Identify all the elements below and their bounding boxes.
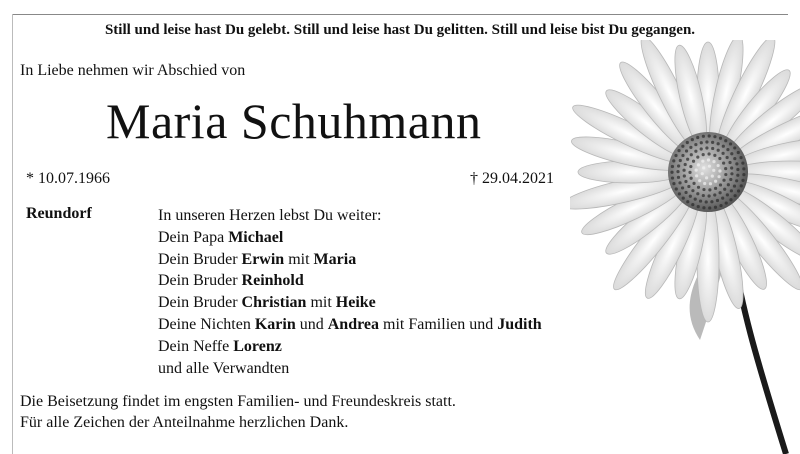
center-dot — [705, 146, 708, 149]
center-dot — [687, 185, 690, 188]
center-dot — [705, 200, 708, 203]
deceased-name: Maria Schuhmann — [106, 93, 482, 149]
center-dot — [725, 201, 728, 204]
center-dot — [708, 134, 711, 137]
center-dot — [675, 187, 678, 190]
center-dot — [714, 180, 717, 183]
mourner-text: mit Familien und — [379, 315, 498, 333]
center-dot — [716, 199, 719, 202]
mourner-line — [158, 336, 542, 358]
center-dot — [696, 136, 699, 139]
center-dot — [683, 174, 686, 177]
center-dot — [726, 193, 729, 196]
mourner-text: mit — [306, 294, 336, 312]
center-dot — [672, 159, 675, 162]
center-dot — [676, 170, 679, 173]
center-dot — [708, 188, 711, 191]
mourner-name: Judith — [497, 315, 542, 333]
mourners-list — [158, 205, 542, 379]
center-dot — [717, 175, 720, 178]
mourner-name: Heike — [335, 294, 376, 312]
center-dot — [741, 162, 744, 165]
center-dot — [697, 205, 700, 208]
center-dot — [681, 154, 684, 157]
center-dot — [733, 146, 736, 149]
mourner-name: Andrea — [327, 315, 380, 333]
center-dot — [730, 166, 733, 169]
center-dot — [722, 179, 725, 182]
center-dot — [690, 153, 693, 156]
center-dot — [697, 163, 700, 166]
center-dot — [735, 179, 738, 182]
center-dot — [711, 147, 714, 150]
center-dot — [741, 179, 744, 182]
center-dot — [689, 146, 692, 149]
notice-block — [20, 391, 456, 433]
center-dot — [730, 189, 733, 192]
center-dot — [737, 151, 740, 154]
center-dot — [694, 198, 697, 201]
center-dot — [691, 189, 694, 192]
center-dot — [724, 139, 727, 142]
center-dot — [719, 191, 722, 194]
center-dot — [724, 173, 727, 176]
mourner-line — [158, 292, 542, 314]
center-dot — [671, 176, 674, 179]
center-dot — [701, 160, 704, 163]
mourner-text: Dein Bruder — [158, 272, 242, 290]
center-dot — [722, 145, 725, 148]
center-dot — [729, 142, 732, 145]
center-dot — [696, 192, 699, 195]
center-dot — [689, 195, 692, 198]
mourner-text: Dein Papa — [158, 228, 229, 246]
center-dot — [719, 137, 722, 140]
mourner-text: und — [295, 315, 328, 333]
center-dot — [674, 154, 677, 157]
center-dot — [677, 149, 680, 152]
birth-date: * 10.07.1966 — [26, 170, 110, 187]
daisy-flower-image — [570, 40, 800, 454]
mourner-text: Deine Nichten — [158, 315, 255, 333]
mourner-line — [158, 314, 542, 336]
center-dot — [679, 159, 682, 162]
center-dot — [713, 193, 716, 196]
center-dot — [737, 189, 740, 192]
center-dot — [695, 174, 698, 177]
center-dot — [672, 182, 675, 185]
center-dot — [713, 135, 716, 138]
center-dot — [699, 199, 702, 202]
center-dot — [691, 203, 694, 206]
frame-line-left — [12, 14, 13, 454]
center-dot — [705, 140, 708, 143]
thanks-notice: Für alle Zeichen der Anteilnahme herzlichen Dank. — [20, 414, 349, 431]
center-dot — [682, 197, 685, 200]
center-dot — [736, 168, 739, 171]
center-dot — [734, 194, 737, 197]
center-dot — [670, 171, 673, 174]
center-dot — [722, 161, 725, 164]
center-dot — [712, 160, 715, 163]
center-dot — [729, 198, 732, 201]
mourner-line — [158, 227, 542, 249]
mourner-name: Karin — [254, 315, 296, 333]
center-dot — [698, 179, 701, 182]
mourner-name: Christian — [241, 294, 307, 312]
center-dot — [702, 166, 705, 169]
center-dot — [692, 182, 695, 185]
center-dot — [695, 169, 698, 172]
center-dot — [707, 152, 710, 155]
center-dot — [681, 145, 684, 148]
center-dot — [721, 197, 724, 200]
mourner-name: Lorenz — [233, 337, 282, 355]
center-dot — [711, 141, 714, 144]
center-dot — [717, 164, 720, 167]
center-dot — [729, 178, 732, 181]
center-dot — [717, 142, 720, 145]
center-dot — [684, 180, 687, 183]
center-dot — [703, 182, 706, 185]
center-dot — [678, 192, 681, 195]
center-dot — [713, 154, 716, 157]
mourner-text: Dein Neffe — [158, 337, 234, 355]
center-dot — [671, 165, 674, 168]
center-dot — [733, 157, 736, 160]
center-dot — [709, 182, 712, 185]
center-dot — [677, 164, 680, 167]
center-dot — [690, 177, 693, 180]
center-dot — [714, 206, 717, 209]
center-dot — [711, 175, 714, 178]
flower-center — [668, 132, 748, 212]
mourner-line — [158, 205, 542, 227]
center-dot — [719, 183, 722, 186]
center-dot — [694, 143, 697, 146]
intro-line: In Liebe nehmen wir Abschied von — [20, 62, 246, 79]
center-dot — [726, 148, 729, 151]
center-dot — [718, 157, 721, 160]
center-dot — [730, 172, 733, 175]
center-dot — [707, 158, 710, 161]
mourner-line — [158, 249, 542, 271]
center-dot — [692, 160, 695, 163]
center-dot — [719, 204, 722, 207]
center-dot — [735, 162, 738, 165]
center-dot — [730, 152, 733, 155]
center-dot — [736, 174, 739, 177]
burial-notice: Die Beisetzung findet im engsten Familien- und Freundeskreis statt. — [20, 393, 456, 410]
center-dot — [682, 169, 685, 172]
mourner-name: Erwin — [241, 250, 285, 268]
center-dot — [694, 150, 697, 153]
center-dot — [708, 165, 711, 168]
center-dot — [688, 171, 691, 174]
center-dot — [696, 156, 699, 159]
hometown: Reundorf — [26, 205, 92, 222]
center-dot — [742, 167, 745, 170]
center-dot — [717, 149, 720, 152]
mourner-name: Reinhold — [241, 272, 304, 290]
mourner-name: Michael — [228, 228, 284, 246]
center-dot — [740, 184, 743, 187]
center-dot — [701, 172, 704, 175]
center-dot — [686, 141, 689, 144]
center-dot — [712, 169, 715, 172]
center-dot — [700, 147, 703, 150]
center-dot — [724, 167, 727, 170]
mourner-name: Maria — [313, 250, 357, 268]
center-dot — [707, 194, 710, 197]
frame-line-top — [12, 14, 788, 15]
center-dot — [702, 153, 705, 156]
mourner-text: und alle Verwandten — [158, 359, 290, 377]
mourner-line — [158, 270, 542, 292]
center-dot — [681, 186, 684, 189]
mourner-text: In unseren Herzen lebst Du weiter: — [158, 207, 382, 224]
center-dot — [677, 176, 680, 179]
center-dot — [686, 200, 689, 203]
mourner-text: mit — [284, 250, 314, 268]
center-dot — [742, 173, 745, 176]
center-dot — [739, 156, 742, 159]
center-dot — [702, 188, 705, 191]
center-dot — [684, 163, 687, 166]
center-dot — [721, 152, 724, 155]
center-dot — [726, 156, 729, 159]
center-dot — [733, 184, 736, 187]
mourner-text: Dein Bruder — [158, 294, 242, 312]
center-dot — [714, 187, 717, 190]
center-dot — [691, 138, 694, 141]
center-dot — [697, 186, 700, 189]
motto-line: Still und leise hast Du gelebt. Still und leise hast Du gelitten. Still und leise bist Du gegangen. — [104, 22, 696, 38]
center-dot — [702, 206, 705, 209]
center-dot — [727, 183, 730, 186]
center-dot — [685, 149, 688, 152]
center-dot — [728, 161, 731, 164]
center-dot — [710, 200, 713, 203]
center-dot — [718, 169, 721, 172]
center-dot — [700, 141, 703, 144]
mourner-text: Dein Bruder — [158, 250, 242, 268]
death-date: † 29.04.2021 — [470, 170, 554, 187]
center-dot — [702, 194, 705, 197]
center-dot — [702, 135, 705, 138]
center-dot — [684, 191, 687, 194]
center-dot — [678, 181, 681, 184]
center-dot — [686, 158, 689, 161]
center-dot — [689, 165, 692, 168]
mourner-line — [158, 358, 542, 380]
center-dot — [705, 176, 708, 179]
center-dot — [723, 188, 726, 191]
center-dot — [708, 206, 711, 209]
